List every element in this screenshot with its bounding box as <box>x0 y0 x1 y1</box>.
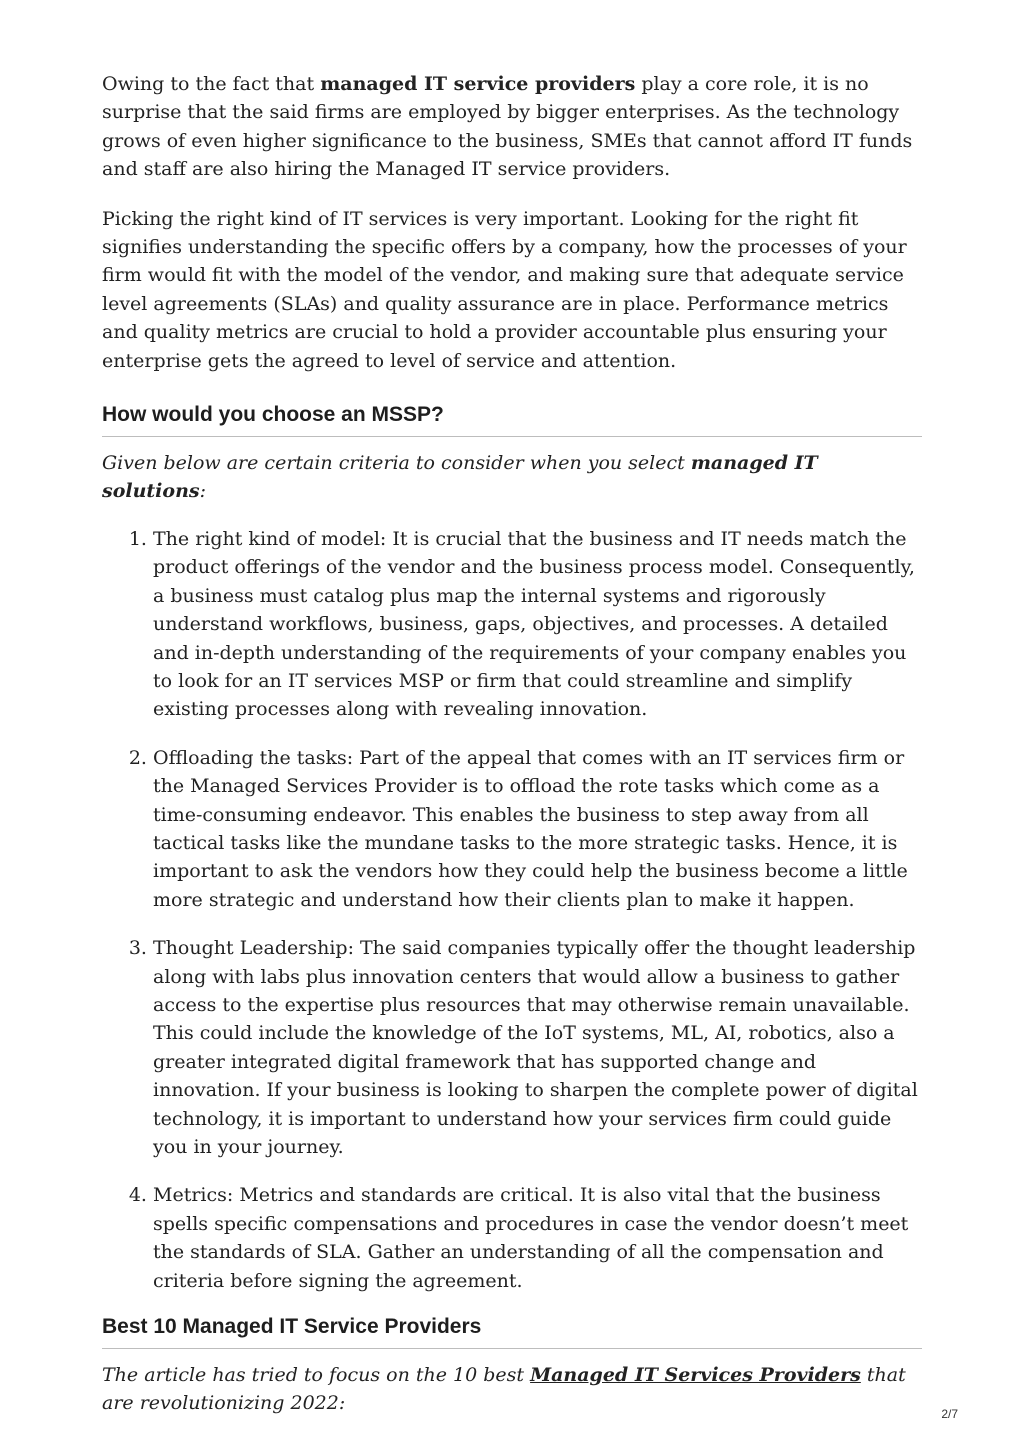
managed-it-services-providers-link[interactable]: Managed IT Services Providers <box>530 1364 861 1387</box>
paragraph-intro <box>102 70 922 184</box>
criteria-intro-end: : <box>199 480 206 503</box>
paragraph-choosing: Picking the right kind of IT services is very important. Looking for the right fit signifies understanding the specific offers by a company, how the processes of your firm would fit with the model of the vendor, and making sure that adequate service level agreements (SLAs) and quality assurance are in place. Performance metrics and quality metrics are crucial to hold a provider accountable plus ensuring your enterprise gets the agreed to level of service and attention. <box>102 207 907 372</box>
paragraph-intro-rest: play a core role, it is no surprise that the said firms are employed by bigger enterprises. As the technology grows of even higher significance to the business, SMEs that cannot afford IT funds and staff are also hiring the Managed IT service providers. <box>102 73 913 181</box>
criteria-list <box>102 525 922 1295</box>
criteria-intro-text: Given below are certain criteria to consider when you select <box>102 452 691 475</box>
section-heading-mssp: How would you choose an MSSP? <box>102 403 922 437</box>
best-10-intro-text: The article has tried to focus on the 10 best <box>102 1364 531 1387</box>
best-10-intro-end: that are revolutionizing 2022: <box>102 1364 906 1415</box>
list-item: 4. Metrics: Metrics and standards are critical. It is also vital that the business spells specific compensations and procedures in case the vendor doesn’t meet the standards of SLA. Gather an understanding of all the compensation and criteria before signing the agreement. <box>153 1181 922 1295</box>
best-10-intro <box>102 1361 922 1418</box>
managed-it-solutions-bold: managed IT solutions <box>102 452 818 503</box>
list-item: 2. Offloading the tasks: Part of the appeal that comes with an IT services firm or the Managed Services Provider is to offload the rote tasks which come as a time-consuming endeavor. This enables the business to step away from all tactical tasks like the mundane tasks to the more strategic tasks. Hence, it is important to ask the vendors how they could help the business become a little more strategic and understand how their clients plan to make it happen. <box>153 744 922 914</box>
list-item: 1. The right kind of model: It is crucial that the business and IT needs match the product offerings of the vendor and the business process model. Consequently, a business must catalog plus map the internal systems and rigorously understand workflows, business, gaps, objectives, and processes. A detailed and in-depth understanding of the requirements of your company enables you to look for an IT services MSP or firm that could streamline and simplify existing processes along with revealing innovation. <box>153 525 922 724</box>
section-heading-best-10: Best 10 Managed IT Service Providers <box>102 1315 922 1349</box>
paragraph-intro-text: Owing to the fact that <box>102 73 321 95</box>
article-content <box>102 70 922 1418</box>
page-number: 2/7 <box>941 1407 958 1421</box>
managed-it-providers-bold: managed IT service providers <box>320 73 636 95</box>
list-item: 3. Thought Leadership: The said companies typically offer the thought leadership along with labs plus innovation centers that would allow a business to gather access to the expertise plus resources that may otherwise remain unavailable. This could include the knowledge of the IoT systems, ML, AI, robotics, also a greater integrated digital framework that has supported change and innovation. If your business is looking to sharpen the complete power of digital technology, it is important to understand how your services firm could guide you in your journey. <box>153 934 922 1161</box>
criteria-intro <box>102 449 922 506</box>
